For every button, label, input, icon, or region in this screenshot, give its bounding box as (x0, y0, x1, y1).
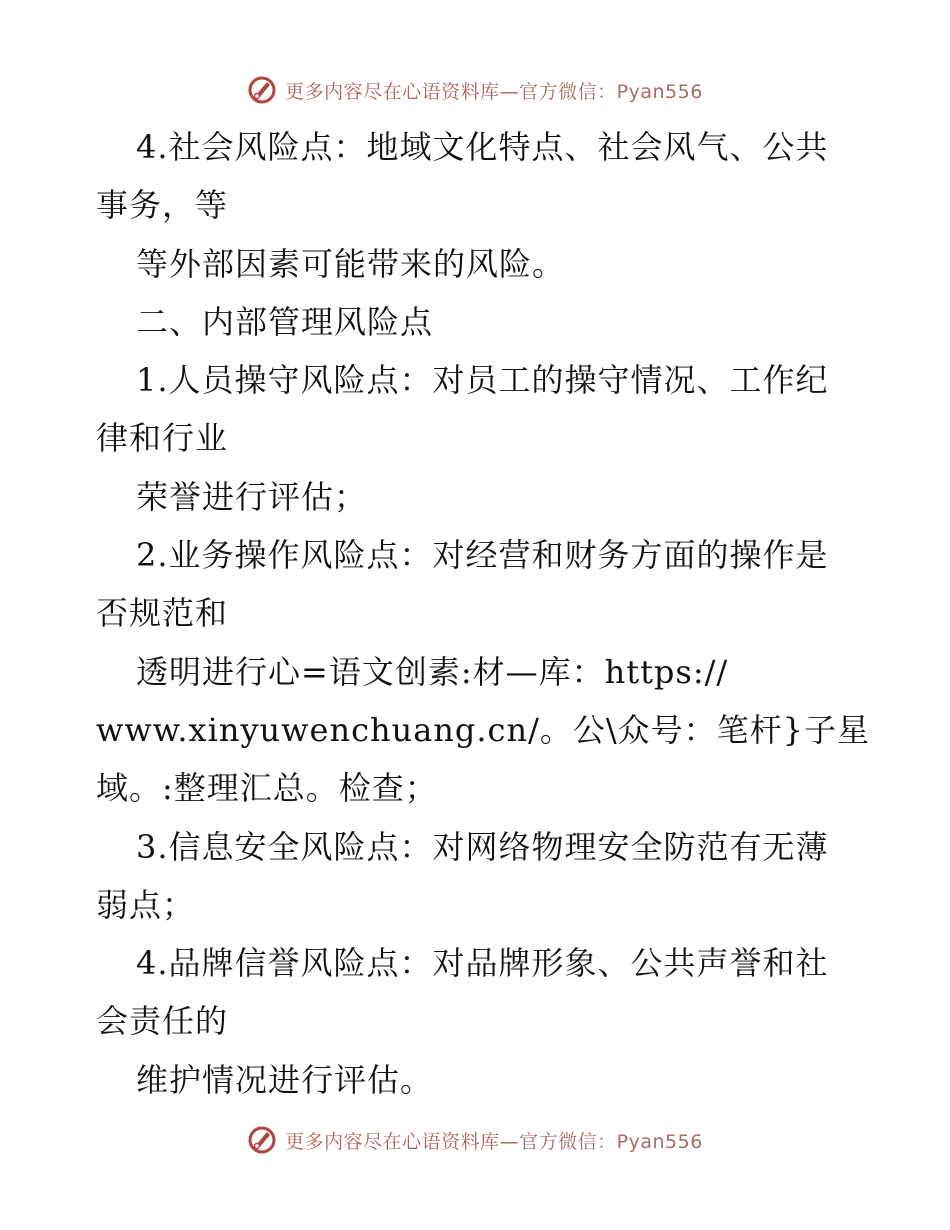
logo-icon (247, 75, 277, 105)
footer-banner (0, 1120, 950, 1160)
text-line: 等外部因素可能带来的风险。 (136, 244, 566, 283)
separator: — (499, 1130, 520, 1153)
brand-text: 更多内容尽在心语资料库 (285, 1130, 500, 1153)
section-heading: 二、内部管理风险点 (136, 302, 434, 341)
banner-text (285, 1127, 703, 1154)
text-line: 3.信息安全风险点：对网络物理安全防范有无薄 (136, 827, 829, 866)
text-line: 2.业务操作风险点：对经营和财务方面的操作是 (136, 536, 829, 575)
text-line: 维护情况进行评估。 (136, 1060, 434, 1099)
text-line: 荣誉进行评估； (136, 477, 368, 516)
wechat-text: 官方微信：Pyan556 (519, 1130, 703, 1153)
text-line: 域。:整理汇总。检查； (96, 769, 438, 808)
text-line: 弱点； (96, 885, 196, 924)
logo-icon (247, 1125, 277, 1155)
text-line: 透明进行心=语文创素:材—库：https:// (136, 652, 729, 691)
text-line: 律和行业 (96, 419, 229, 458)
text-line: 事务，等 (96, 186, 229, 225)
text-line: 会责任的 (96, 1002, 229, 1041)
text-line: 4.社会风险点：地域文化特点、社会风气、公共 (136, 128, 829, 166)
header-banner (0, 70, 950, 110)
text-line: 1.人员操守风险点：对员工的操守情况、工作纪 (136, 361, 829, 400)
text-line: www.xinyuwenchuang.cn/。公\众号：笔杆}子星 (96, 710, 871, 749)
text-line: 否规范和 (96, 594, 229, 633)
banner-text (285, 77, 703, 104)
separator: — (499, 80, 520, 103)
document-body (96, 118, 871, 1109)
brand-text: 更多内容尽在心语资料库 (285, 80, 500, 103)
text-line: 4.品牌信誉风险点：对品牌形象、公共声誉和社 (136, 944, 829, 983)
wechat-text: 官方微信：Pyan556 (519, 80, 703, 103)
